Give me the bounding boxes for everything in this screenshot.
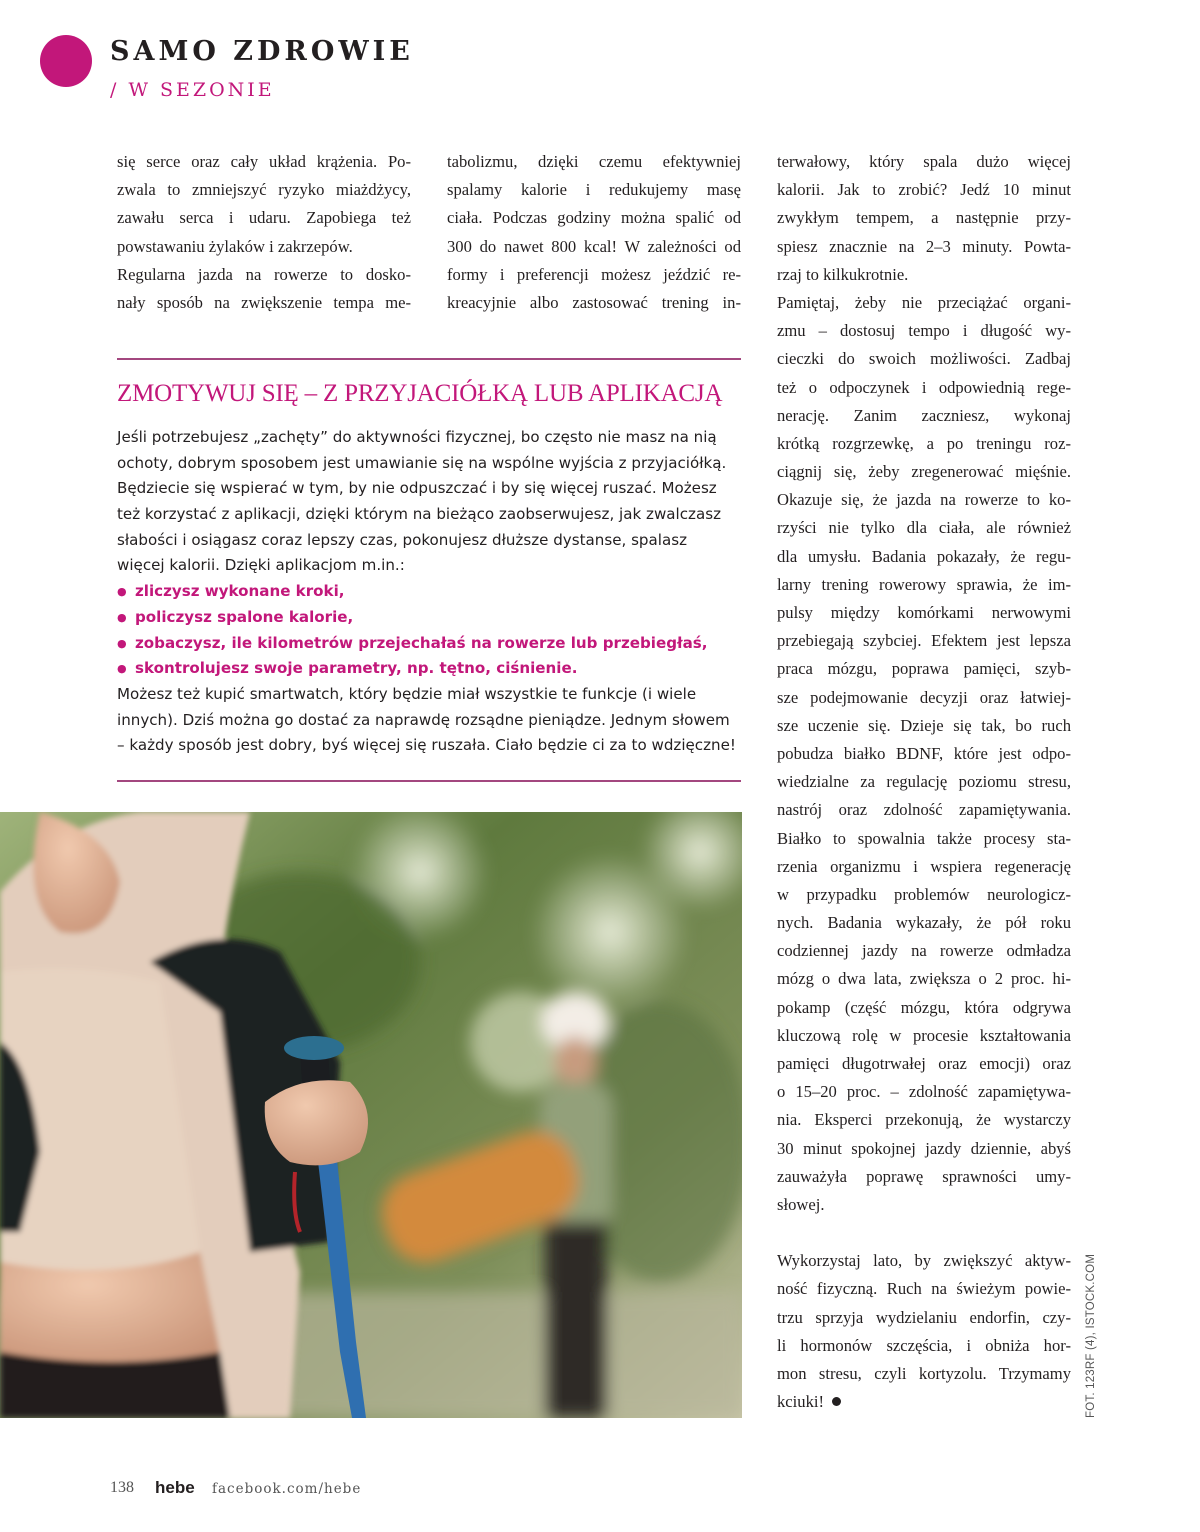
end-of-article-mark [832, 1397, 841, 1406]
box-line: słabości i osiągasz coraz lepszy czas, pokonujesz dłuższe dystanse, spalasz [117, 530, 687, 549]
text-line: li hormonów szczęścia, i obniża hor- [777, 1335, 1071, 1355]
text-line: przebiegają szybciej. Efektem jest lepsza [777, 631, 1071, 651]
text-line: formy i preferencji możesz jeździć re- [447, 264, 741, 284]
text-line: zawału serca i udaru. Zapobiega też [117, 208, 411, 228]
text-line: kreacyjnie albo zastosować trening in- [447, 292, 741, 312]
text-line: wiedzialne za regulację poziomu stresu, [777, 772, 1071, 792]
page-number: 138 [110, 1479, 134, 1496]
box-line: – każdy sposób jest dobry, byś więcej się ruszała. Ciało będzie ci za to wdzięczne! [117, 736, 736, 755]
hiking-woman-photo [0, 812, 742, 1418]
text-line: Okazuje się, że jazda na rowerze to ko- [777, 490, 1071, 510]
text-line: terwałowy, który spala dużo więcej [777, 152, 1071, 171]
facebook-link[interactable]: facebook.com/hebe [212, 1481, 362, 1497]
text-line: sze uczenie się. Dzieje się tak, bo ruch [777, 715, 1071, 735]
text-line: nały sposób na zwiększenie tempa me- [117, 292, 411, 312]
text-line: zwykłym tempem, a następnie przy- [777, 208, 1071, 228]
text-line: ność fizyczną. Ruch na świeżym powie- [777, 1279, 1071, 1299]
text-line: kalorii. Jak to zrobić? Jedź 10 minut [777, 180, 1071, 200]
text-line: ciała. Podczas godziny można spalić od [447, 208, 741, 228]
text-line: 30 minut spokojnej jazdy dziennie, abyś [777, 1138, 1071, 1158]
text-line: też o odpoczynek i odpowiednią rege- [777, 377, 1071, 397]
text-line: mon stresu, czyli kortyzolu. Trzymamy [777, 1363, 1071, 1383]
photo-credit: FOT. 123RF (4), ISTOCK.COM [1085, 1253, 1097, 1418]
text-line: trzu sprzyja wydzielaniu endorfin, czy- [777, 1307, 1071, 1327]
bullet-item: ● zliczysz wykonane kroki, [117, 579, 747, 605]
box-top-rule [117, 358, 741, 360]
box-line: więcej kalorii. Dzięki aplikacjom m.in.: [117, 556, 405, 575]
text-line: sze podejmowanie decyzji oraz łatwiej- [777, 687, 1071, 707]
text-line: Pamiętaj, żeby nie przeciążać organi- [777, 292, 1071, 312]
text-line: pulsy między komórkami nerwowymi [777, 603, 1071, 622]
text-line: mózg o dwa lata, zwiększa o 2 proc. hi- [777, 969, 1071, 989]
brand-logo: hebe [155, 1478, 195, 1497]
text-line: zauważyła poprawę sprawności umy- [777, 1166, 1071, 1186]
section-subtitle: / W SEZONIE [110, 79, 275, 101]
text-line: Białko to spowalnia także procesy sta- [777, 828, 1071, 848]
column-2 [447, 148, 741, 317]
bullet-item: ● zobaczysz, ile kilometrów przejechałaś na rowerze lub przebiegłaś, [117, 631, 747, 657]
bullet-item: ● policzysz spalone kalorie, [117, 605, 747, 631]
text-line: słowej. [777, 1194, 825, 1214]
text-line: w przypadku problemów neurologicz- [777, 884, 1071, 904]
text-line: 300 do nawet 800 kcal! W zależności od [447, 236, 741, 256]
text-line: rzenia organizmu i wspiera regenerację [777, 856, 1071, 876]
text-line: spiesz znacznie na 2–3 minuty. Powta- [777, 236, 1071, 256]
text-line: zwala to zmniejszyć ryzyko miażdżycy, [117, 180, 411, 200]
text-line: pokamp (część mózgu, która odgrywa [777, 997, 1071, 1017]
text-line: powstawaniu żylaków i zakrzepów. [117, 236, 353, 256]
text-line: się serce oraz cały układ krążenia. Po- [117, 152, 411, 171]
text-line: nych. Badania wykazały, że pół roku [777, 913, 1071, 933]
bullet-item: ● skontrolujesz swoje parametry, np. tętno, ciśnienie. [117, 656, 747, 682]
text-line: larny trening rowerowy sprawia, że im- [777, 574, 1071, 594]
text-line-last [777, 1388, 1071, 1416]
section-dot [40, 35, 92, 87]
text-line: nerację. Zanim zaczniesz, wykonaj [777, 405, 1071, 425]
text-line: krótką rozgrzewkę, a po treningu roz- [777, 433, 1071, 453]
text-line: rzaj to kilkukrotnie. [777, 264, 909, 284]
text-line: Wykorzystaj lato, by zwiększyć aktyw- [777, 1251, 1071, 1271]
paragraph-gap [777, 1219, 1071, 1247]
text-line: ciągnij się, żeby zregenerować mięśnie. [777, 462, 1071, 482]
box-body [117, 425, 747, 759]
box-line: Możesz też kupić smartwatch, który będzie miał wszystkie te funkcje (i wiele [117, 684, 697, 703]
text-line: nia. Eksperci przekonują, że wystarczy [777, 1110, 1071, 1130]
closing-text: kciuki! [777, 1392, 825, 1412]
text-line: spalamy kalorie i redukujemy masę [447, 180, 741, 200]
box-heading: ZMOTYWUJ SIĘ – Z PRZYJACIÓŁKĄ LUB APLIKACJĄ [117, 380, 723, 407]
text-line: pobudza białko BDNF, które jest odpo- [777, 743, 1071, 763]
text-line: rzyści nie tylko dla ciała, ale również [777, 518, 1071, 538]
text-line: zmu – dostosuj tempo i długość wy- [777, 321, 1071, 341]
column-3 [777, 148, 1071, 1416]
box-line: innych). Dziś można go dostać za naprawdę rozsądne pieniądze. Jednym słowem [117, 710, 730, 729]
text-line: dla umysłu. Badania pokazały, że regu- [777, 546, 1071, 566]
text-line: kluczową rolę w procesie kształtowania [777, 1025, 1071, 1045]
box-line: Jeśli potrzebujesz „zachęty” do aktywności fizycznej, bo często nie masz na nią [117, 428, 717, 446]
box-bottom-rule [117, 780, 741, 782]
text-line: Regularna jazda na rowerze to dosko- [117, 264, 411, 284]
text-line: codziennej jazdy na rowerze odmładza [777, 941, 1071, 961]
text-line: tabolizmu, dzięki czemu efektywniej [447, 152, 741, 171]
text-line: cieczki do swoich możliwości. Zadbaj [777, 349, 1071, 369]
box-line: też korzystać z aplikacji, dzięki którym na bieżąco zaobserwujesz, jak zwalczasz [117, 505, 721, 524]
text-line: pamięci długotrwałej oraz emocji) oraz [777, 1054, 1071, 1073]
box-line: ochoty, dobrym sposobem jest umawianie się na wspólne wyjścia z przyjaciółką. [117, 453, 727, 472]
column-1 [117, 148, 411, 317]
text-line: nastrój oraz zdolność zapamiętywania. [777, 800, 1071, 820]
box-line: Będziecie się wspierać w tym, by nie odpuszczać i by się więcej ruszać. Możesz [117, 479, 717, 498]
text-line: o 15–20 proc. – zdolność zapamiętywa- [777, 1082, 1071, 1102]
section-title: SAMO ZDROWIE [110, 36, 414, 67]
text-line: praca mózgu, poprawa pamięci, szyb- [777, 659, 1071, 679]
